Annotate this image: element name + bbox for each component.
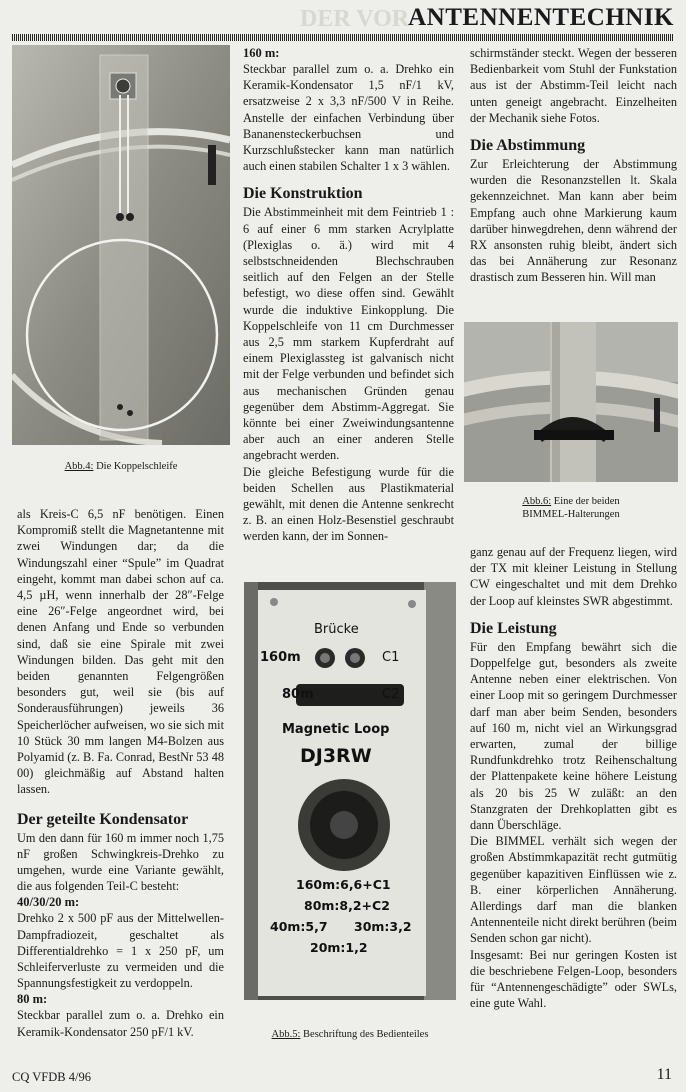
paragraph: Steckbar parallel zum o. a. Drehko ein Keramik-Kondensator 250 pF/1 kV. xyxy=(17,1008,224,1039)
paragraph: Steckbar parallel zum o. a. Drehko ein Keramik-Kondensator 1,5 nF/1 kV, ersatzweise 2 x 3,3 nF/500 V in Reihe. Anstelle der einfachen Verbindung über Bananensteckerbuchsen und Kurzschlußstecker kann man natürlich auch einen stabilen Schalter 1 x 3 wählen. xyxy=(243,62,454,174)
subheading: 40/30/20 m: xyxy=(17,895,80,910)
paragraph: Für den Empfang bewährt sich die Doppelfelge gut, besonders als zweite Antenne neben einer elektrischen. Von einer Loop mit so geringem Durchmesser darf man aber beim Senden, besonders auf 160 m, nicht viel an Wirkungsgrad erwarten, zumal der billige Rundfunkdrehko trotz Reihenschaltung der Plattenpakete keine höhere Leistung als 20 bis 25 W zuläßt: an den Stanzgraten der Drehkoplatten gibt es dann Überschläge. xyxy=(470,639,677,833)
paragraph: Drehko 2 x 500 pF aus der Mittelwellen-Dampfradiozeit, geschaltet als Differentialdrehko = 1 x 250 pF, um Schleiferverluste zu vermeiden und die Spannungsfestigkeit zu verdoppeln. xyxy=(17,911,224,991)
section-heading: Der geteilte Kondensator xyxy=(17,810,189,828)
section-heading: Die Konstruktion xyxy=(243,185,363,203)
figure-6-caption xyxy=(464,495,678,521)
section-heading: Die Leistung xyxy=(470,619,557,637)
paragraph: als Kreis-C 6,5 nF benötigen. Einen Kompromiß stellt die Magnetantenne mit zwei Windungen dar; da die Windungszahl einer “Spule” im Quadrat eingeht, kommt man dabei schon auf ca. 4,5 µH, wenn innerhalb der 28″-Felge eine 26″-Felge angeordnet wird, bei denen Anfang und Ende so verbunden sind, daß sie eine Spirale mit zwei Windungen bilden. Das geht mit den beiden genannten Felgengrößen besonders gut, weil sie (bis auf Sonderausführungen) jeweils 36 Speicherlöcher aufweisen, wo sie sich mit 10 Stück 30 mm langen M4-Bolzen aus Polyamid (z. B. Fa. Conrad, BestNr 53 48 00) gleichmäßig auf Abstand halten lassen. xyxy=(17,507,224,797)
panel-tuning-30m: 30m:3,2 xyxy=(354,919,412,934)
column-1-text xyxy=(17,506,224,1040)
figure-5-caption xyxy=(244,1028,456,1041)
caption-abb-label: Abb.6: xyxy=(522,496,552,507)
paragraph: ganz genau auf der Frequenz liegen, wird der TX mit kleiner Leistung in Stellung CW eingeschaltet und mit dem Drehko der Loop auf kleinstes SWR abgestimmt. xyxy=(470,545,677,608)
caption-text-line2: BIMMEL-Halterungen xyxy=(522,509,620,520)
paragraph: Die BIMMEL verhält sich wegen der großen Abstimmkapazität recht gutmütig gegenüber kapazitiven Einflüssen wie z. B. einer körperlichen Annäherung. Allerdings darf man die blanken Antennenteile nicht direkt berühren (beim Senden schon gar nicht). xyxy=(470,834,677,946)
column-2-text xyxy=(243,45,454,545)
panel-tuning-80m: 80m:8,2+C2 xyxy=(304,898,390,913)
panel-tuning-40m: 40m:5,7 xyxy=(270,919,328,934)
panel-label-80m: 80m xyxy=(282,687,314,702)
caption-text: Eine der beiden xyxy=(551,496,620,507)
figure-bimmel-holder-photo xyxy=(464,322,678,482)
panel-tuning-160m: 160m:6,6+C1 xyxy=(296,877,391,892)
caption-abb-label: Abb.4: xyxy=(64,461,94,472)
figure-coupling-loop-photo xyxy=(12,45,230,445)
paragraph: Insgesamt: Bei nur geringen Kosten ist die beschriebene Felgen-Loop, besonders für “Antennengeschädigte” oder SWLs, eine gute Wahl. xyxy=(470,947,677,1011)
panel-label-magnetic-loop: Magnetic Loop xyxy=(282,722,390,737)
caption-text: Beschriftung des Bedienteiles xyxy=(300,1029,429,1040)
figure-4-caption xyxy=(12,460,230,473)
panel-label-c2: C2 xyxy=(382,687,400,702)
paragraph: Die Abstimmeinheit mit dem Feintrieb 1 : 6 auf einer 6 mm starken Acrylplatte (Plexiglas o. ä.) wird mit 4 selbstschneidenden Blechschrauben seitlich auf den Felgen an der Stelle befestigt, wo diese offen sind. Gewählt wurde die induktive Einkopplung. Die Koppelschleife von 11 cm Durchmesser aus 2,5 mm starkem Kupferdraht auf einem Plexiglassteg ist galvanisch nicht mit der Felge verbunden und befindet sich aus mechanischen Gründen genau gegenüber dem Abstimm-Aggregat. Sie könnte bei einer Zweiwindungsantenne aber auch an einer anderen Stelle angebracht werden. xyxy=(243,205,454,463)
caption-text: Die Koppelschleife xyxy=(93,461,178,472)
section-title: ANTENNENTECHNIK xyxy=(408,4,674,31)
panel-tuning-20m: 20m:1,2 xyxy=(310,940,368,955)
section-heading: Die Abstimmung xyxy=(470,137,586,155)
panel-label-bruecke: Brücke xyxy=(314,622,359,637)
paragraph: Um den dann für 160 m immer noch 1,75 nF großen Schwingkreis-Drehko zu umgehen, wurde eine Variante gewählt, die aus folgenden Teil-C besteht: xyxy=(17,830,224,894)
paragraph: Zur Erleichterung der Abstimmung wurden die Resonanzstellen lt. Skala gekennzeichnet. Man kann aber beim Empfang auch ohne Markierung kaum darüber hinwegdrehen, denn während der RX ansonsten ruhig bleibt, ändert sich das bei Annäherung zur Resonanz drastisch zum Besseren hin. Will man xyxy=(470,157,677,285)
figure-control-panel-photo xyxy=(244,582,456,1000)
paragraph: Die gleiche Befestigung wurde für die beiden Schellen aus Plastikmaterial gewählt, mit denen die Antenne senkrecht z. B. an einen Holz-Besenstiel geschraubt werden kann, der im Sonnen- xyxy=(243,464,454,544)
subheading: 160 m: xyxy=(243,46,280,60)
caption-abb-label: Abb.5: xyxy=(271,1029,301,1040)
panel-label-c1: C1 xyxy=(382,650,400,665)
subheading: 80 m: xyxy=(17,992,48,1007)
ghost-title: DER VOR xyxy=(300,6,410,32)
panel-label-callsign: DJ3RW xyxy=(300,745,372,767)
panel-label-160m: 160m xyxy=(260,650,301,665)
header-rule xyxy=(12,34,674,41)
column-3-text-top xyxy=(470,45,677,286)
column-3-text-bottom xyxy=(470,544,677,1011)
journal-issue: CQ VFDB 4/96 xyxy=(12,1070,91,1084)
page-number: 11 xyxy=(656,1066,672,1083)
paragraph: schirmständer steckt. Wegen der besseren Bedienbarkeit vom Stuhl der Funkstation aus ist der Abstimm-Teil leicht nach unten geneigt angebracht. Einzelheiten der Mechanik siehe Fotos. xyxy=(470,46,677,125)
